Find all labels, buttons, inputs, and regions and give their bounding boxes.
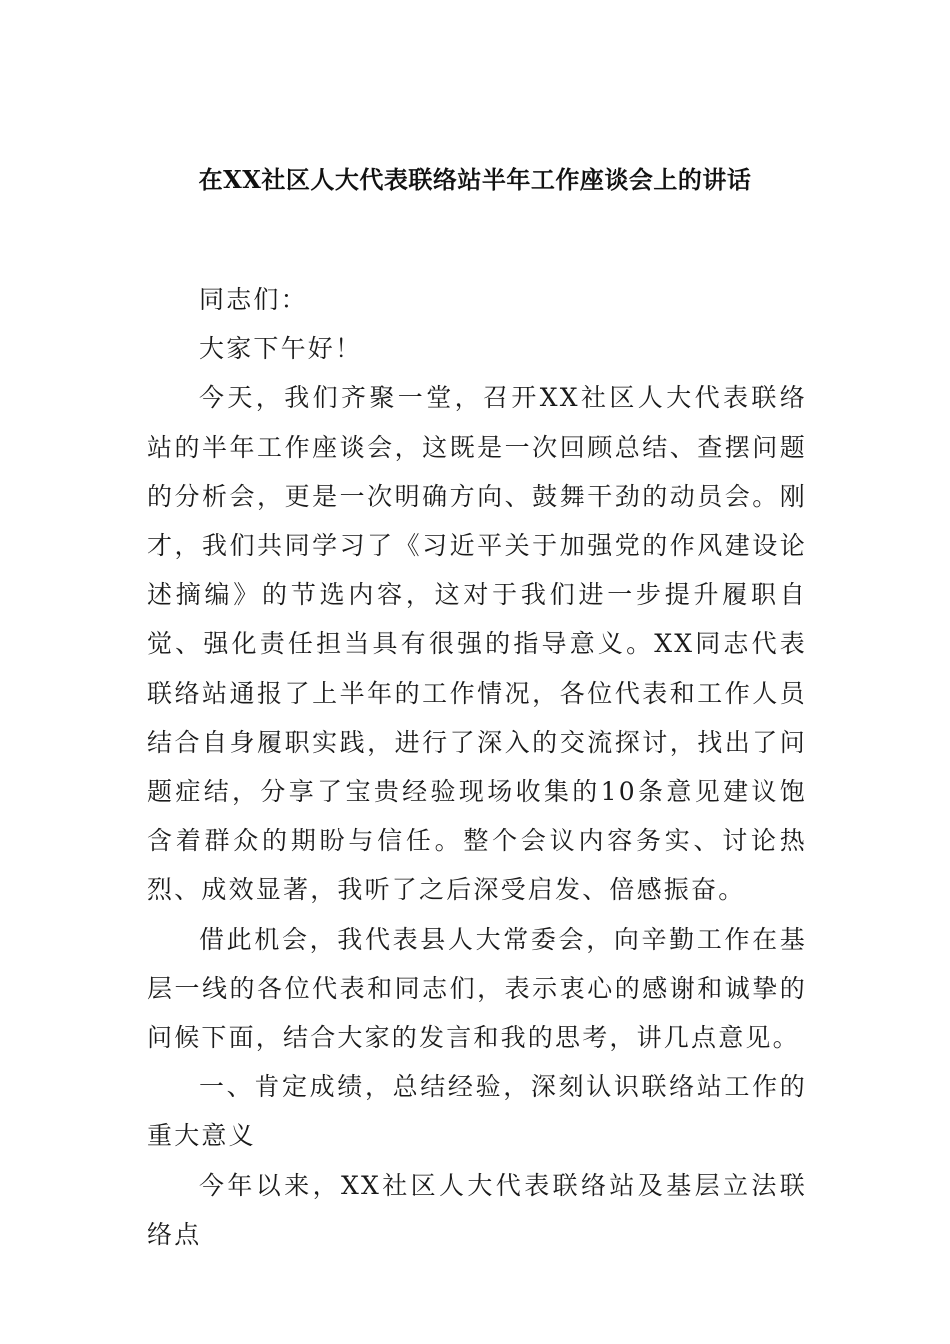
document-body <box>147 275 807 1259</box>
salutation: 同志们： <box>199 285 308 314</box>
greeting: 大家下午好！ <box>199 334 363 364</box>
section-heading: 一、肯定成绩，总结经验，深刻认识联络站工作的重大意义 <box>147 1072 807 1151</box>
body-paragraph: 借此机会，我代表县人大常委会，向辛勤工作在基层一线的各位代表和同志们，表示衷心的感谢和诚挚的问候下面，结合大家的发言和我的思考，讲几点意见。 <box>147 924 807 1053</box>
document-title: 在XX社区人大代表联络站半年工作座谈会上的讲话 <box>198 165 752 194</box>
body-paragraph: 今天，我们齐聚一堂，召开XX社区人大代表联络站的半年工作座谈会，这既是一次回顾总结、查摆问题的分析会，更是一次明确方向、鼓舞干劲的动员会。刚才，我们共同学习了《习近平关于加强党的作风建设论述摘编》的节选内容，这对于我们进一步提升履职自觉、强化责任担当具有很强的指导意义。XX同志代表联络站通报了上半年的工作情况，各位代表和工作人员结合自身履职实践，进行了深入的交流探讨，找出了问题症结，分享了宝贵经验现场收集的10条意见建议饱含着群众的期盼与信任。整个会议内容务实、讨论热烈、成效显著，我听了之后深受启发、倍感振奋。 <box>147 383 807 905</box>
body-paragraph: 今年以来，XX社区人大代表联络站及基层立法联络点 <box>147 1170 807 1249</box>
